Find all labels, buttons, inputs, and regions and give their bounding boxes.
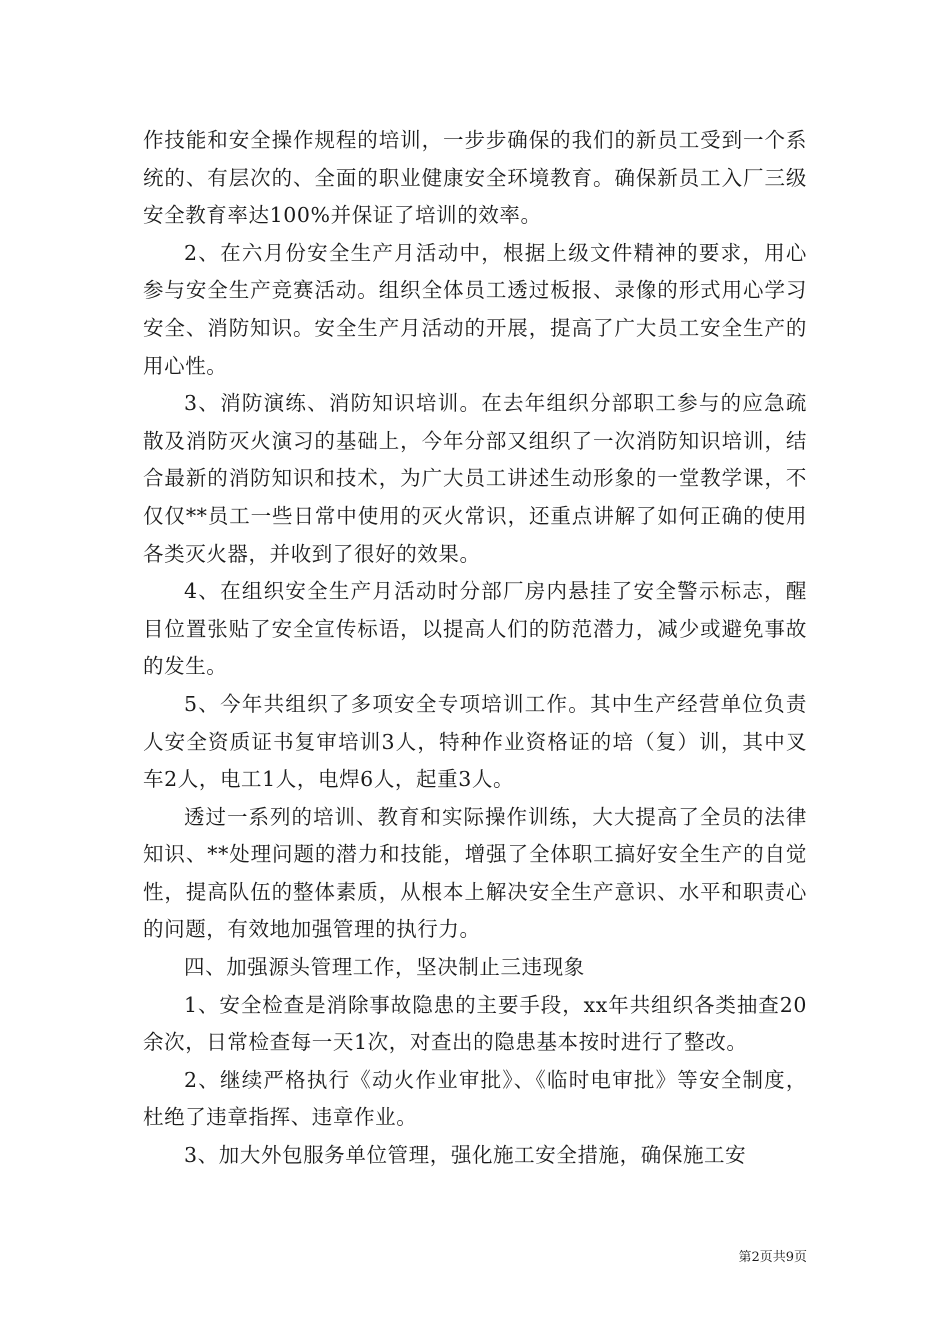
paragraph-1: 作技能和安全操作规程的培训，一步步确保的我们的新员工受到一个系统的、有层次的、全面的职业健康安全环境教育。确保新员工入厂三级安全教育率达100%并保证了培训的效率。 (143, 128, 807, 228)
paragraph-3: 3、消防演练、消防知识培训。在去年组织分部职工参与的应急疏散及消防灭火演习的基础上，今年分部又组织了一次消防知识培训，结合最新的消防知识和技术，为广大员工讲述生动形象的一堂教学课，不仅仅**员工一些日常中使用的灭火常识，还重点讲解了如何正确的使用各类灭火器，并收到了很好的效果。 (143, 391, 807, 566)
paragraph-2: 2、在六月份安全生产月活动中，根据上级文件精神的要求，用心参与安全生产竞赛活动。组织全体员工透过板报、录像的形式用心学习安全、消防知识。安全生产月活动的开展，提高了广大员工安全生产的用心性。 (143, 240, 807, 378)
paragraph-4: 4、在组织安全生产月活动时分部厂房内悬挂了安全警示标志，醒目位置张贴了安全宣传标语，以提高人们的防范潜力，减少或避免事故的发生。 (143, 579, 807, 679)
paragraph-6: 透过一系列的培训、教育和实际操作训练，大大提高了全员的法律知识、**处理问题的潜力和技能，增强了全体职工搞好安全生产的自觉性，提高队伍的整体素质，从根本上解决安全生产意识、水平和职责心的问题，有效地加强管理的执行力。 (143, 804, 807, 942)
paragraph-5: 5、今年共组织了多项安全专项培训工作。其中生产经营单位负责人安全资质证书复审培训3人，特种作业资格证的培（复）训，其中叉车2人，电工1人，电焊6人，起重3人。 (143, 691, 807, 792)
body-text (143, 122, 807, 1175)
section-heading: 四、加强源头管理工作，坚决制止三违现象 (184, 955, 585, 980)
paragraph-7: 1、安全检查是消除事故隐患的主要手段，xx年共组织各类抽查20余次，日常检查每一天1次，对查出的隐患基本按时进行了整改。 (143, 992, 807, 1055)
paragraph-9: 3、加大外包服务单位管理，强化施工安全措施，确保施工安 (184, 1143, 747, 1168)
paragraph-8: 2、继续严格执行《动火作业审批》、《临时电审批》等安全制度，杜绝了违章指挥、违章作业。 (143, 1067, 807, 1130)
page-number: 第2页共9页 (738, 1250, 807, 1265)
